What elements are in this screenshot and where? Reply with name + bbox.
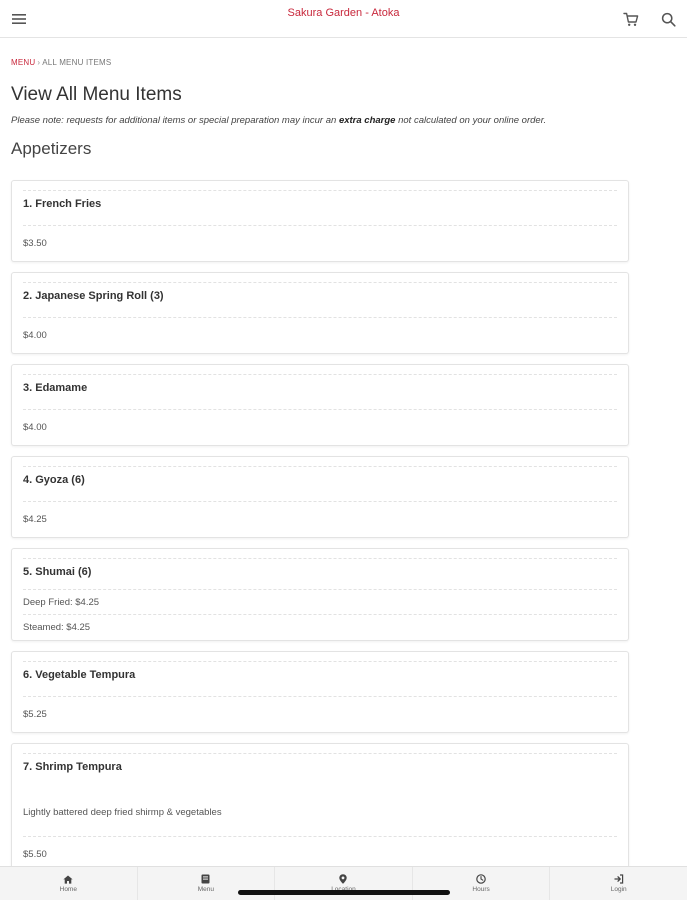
nav-location[interactable] (275, 867, 413, 900)
menu-item-name: 5. Shumai (6) (23, 559, 617, 590)
menu-item-price: $4.00 (23, 330, 47, 341)
main-content (11, 38, 651, 883)
breadcrumb-separator: › (37, 58, 41, 67)
menu-item-list (11, 180, 651, 873)
note-extra-charge: extra charge (338, 115, 396, 126)
breadcrumb (11, 58, 651, 68)
nav-login-label: Login (610, 886, 627, 893)
menu-item-price: $5.25 (23, 709, 47, 720)
menu-item-price: $3.50 (23, 238, 47, 249)
menu-item-card[interactable] (11, 180, 629, 262)
restaurant-title: Sakura Garden - Atoka (287, 7, 400, 19)
nav-menu[interactable] (138, 867, 276, 900)
section-title-appetizers: Appetizers (11, 139, 92, 158)
menu-item-price: $4.25 (23, 514, 47, 525)
clock-icon (476, 874, 486, 884)
menu-item-name: 6. Vegetable Tempura (23, 662, 617, 697)
nav-menu-label: Menu (197, 886, 215, 893)
cart-icon (623, 12, 639, 27)
map-pin-icon (339, 874, 347, 884)
menu-item-name: 4. Gyoza (6) (23, 467, 617, 502)
charge-note (11, 114, 651, 128)
nav-home[interactable] (0, 867, 138, 900)
menu-item-card[interactable] (11, 456, 629, 538)
menu-item-card[interactable] (11, 272, 629, 354)
menu-item-card[interactable] (11, 548, 629, 641)
nav-hours[interactable] (413, 867, 551, 900)
menu-item-option[interactable]: Steamed: $4.25 (23, 622, 91, 633)
search-icon (661, 12, 676, 27)
menu-book-icon (201, 874, 210, 884)
menu-item-name: 1. French Fries (23, 191, 617, 226)
nav-hours-label: Hours (472, 886, 490, 893)
menu-item-name: 3. Edamame (23, 375, 617, 410)
note-suffix: not calculated on your online order. (398, 115, 547, 126)
cart-button[interactable] (620, 8, 642, 30)
nav-home-label: Home (59, 885, 77, 893)
login-icon (614, 874, 624, 884)
page-title: View All Menu Items (11, 84, 182, 105)
home-indicator-bar (238, 890, 450, 895)
nav-login[interactable] (550, 867, 687, 900)
menu-item-card[interactable] (11, 743, 629, 873)
search-button[interactable] (657, 8, 679, 30)
menu-item-option[interactable]: Deep Fried: $4.25 (23, 590, 617, 615)
menu-item-price: $5.50 (23, 849, 47, 860)
menu-item-card[interactable] (11, 651, 629, 733)
menu-item-name: 7. Shrimp Tempura (23, 761, 122, 773)
top-bar (0, 0, 687, 38)
breadcrumb-menu-link[interactable]: MENU (11, 58, 36, 67)
note-prefix: Please note: requests for additional items or special preparation may incur an (11, 115, 337, 126)
menu-item-price: $4.00 (23, 422, 47, 433)
menu-item-name: 2. Japanese Spring Roll (3) (23, 283, 617, 318)
breadcrumb-current: ALL MENU ITEMS (42, 58, 112, 67)
menu-item-card[interactable] (11, 364, 629, 446)
menu-item-description: Lightly battered deep fried shirmp & vegetables (23, 789, 617, 837)
home-icon (63, 875, 73, 884)
